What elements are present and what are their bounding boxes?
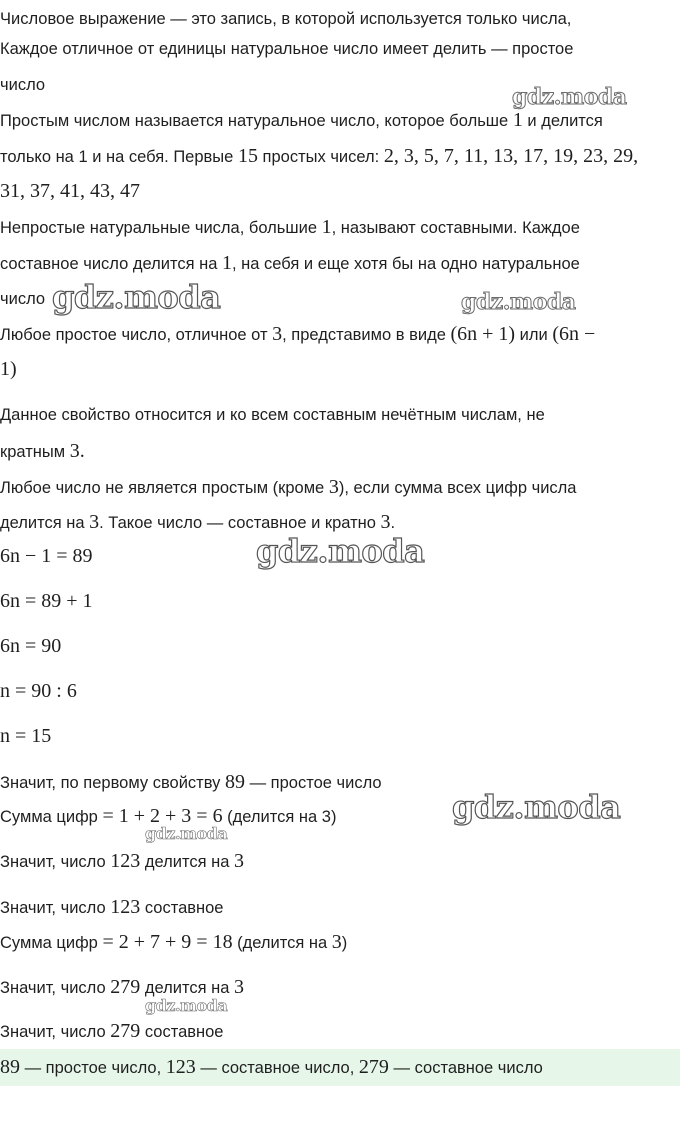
text-segment: — простое число xyxy=(249,774,382,792)
watermark: gdz.moda xyxy=(461,289,576,315)
math-number: 1 xyxy=(512,109,523,131)
math-number: 123 xyxy=(110,850,141,872)
digit-rule-line-2 xyxy=(0,512,678,533)
property-line-1 xyxy=(0,405,678,425)
prime-definition-line-3 xyxy=(0,181,678,202)
text-segment: Числовое выражение — это запись, в которой используется только числа, xyxy=(0,10,572,28)
text-segment: ), если сумма всех цифр числа xyxy=(338,479,577,497)
primes-list: 31, 37, 41, 43, 47 xyxy=(0,180,140,202)
prime-form-line-2 xyxy=(0,359,678,380)
watermark: gdz.moda xyxy=(52,278,221,316)
text-segment: , представимо в виде xyxy=(282,326,446,344)
answer-box xyxy=(0,1049,680,1086)
prime-definition-line-2 xyxy=(0,146,678,167)
text-segment: составное xyxy=(144,899,224,917)
math-number: 123 xyxy=(110,896,141,918)
math-number: 89 xyxy=(0,1056,20,1078)
text-segment: кратным xyxy=(0,443,66,461)
math-number: 3. xyxy=(69,440,85,462)
composite-definition-line-1 xyxy=(0,217,678,238)
math-number: 3 xyxy=(89,511,100,533)
equation-3: 6n = 90 xyxy=(0,635,62,657)
text-segment: число xyxy=(0,290,46,308)
math-number: 1 xyxy=(222,252,232,274)
text-segment: Значит, число xyxy=(0,899,106,917)
text-segment: . xyxy=(390,514,396,532)
text-segment: , называют составными. Каждое xyxy=(331,219,580,237)
text-segment: — составное число xyxy=(393,1059,543,1077)
math-number: 1 xyxy=(321,216,332,238)
math-expression: (6n − xyxy=(552,323,596,345)
text-segment: Данное свойство относится и ко всем составным нечётным числам, не xyxy=(0,406,545,424)
text-segment: Значит, число xyxy=(0,1023,106,1041)
text-segment: Сумма цифр xyxy=(0,934,98,952)
text-segment: Значит, по первому свойству xyxy=(0,774,221,792)
text-segment: — простое число, xyxy=(24,1059,162,1077)
answer-line xyxy=(0,1057,678,1078)
equation-4: n = 90 : 6 xyxy=(0,680,77,702)
equation-5: n = 15 xyxy=(0,725,52,747)
text-segment: — составное число, xyxy=(200,1059,355,1077)
text-segment: Непростые натуральные числа, большие xyxy=(0,219,318,237)
math-number: 123 xyxy=(165,1056,196,1078)
watermark: gdz.moda xyxy=(145,824,228,843)
math-expression: 1) xyxy=(0,358,17,380)
text-segment: Сумма цифр xyxy=(0,808,98,826)
text-segment: Каждое отличное от единицы натуральное число имеет делить — простое xyxy=(0,40,574,58)
text-segment: делится на xyxy=(0,514,85,532)
text-segment: число xyxy=(0,76,46,94)
text-segment: простых чисел: xyxy=(262,148,380,166)
prime-form-line-1 xyxy=(0,324,678,345)
math-number: 89 xyxy=(224,771,245,793)
text-segment: (делится на 3) xyxy=(227,808,337,826)
math-number: 279 xyxy=(110,976,141,998)
text-segment: только на 1 и на себя. Первые xyxy=(0,148,234,166)
conclusion-279-composite xyxy=(0,1021,678,1042)
watermark: gdz.moda xyxy=(452,788,621,826)
definition-prime-line-1 xyxy=(0,39,678,59)
watermark: gdz.moda xyxy=(256,532,425,570)
math-number: 3 xyxy=(233,976,244,998)
text-segment: Значит, число xyxy=(0,853,106,871)
math-number: 3 xyxy=(233,850,244,872)
math-number: 279 xyxy=(110,1020,141,1042)
conclusion-123-composite xyxy=(0,897,678,918)
math-number: 3 xyxy=(328,476,339,498)
text-segment: Любое число не является простым (кроме xyxy=(0,479,325,497)
digit-sum-279 xyxy=(0,932,678,953)
definition-numeric-expression xyxy=(0,9,678,29)
composite-definition-line-2 xyxy=(0,253,678,274)
text-segment: и делится xyxy=(527,112,603,130)
math-expression: (6n + 1) xyxy=(450,323,516,345)
watermark: gdz.moda xyxy=(145,996,228,1015)
digit-rule-line-1 xyxy=(0,477,678,498)
math-number: 15 xyxy=(237,145,258,167)
watermark: gdz.moda xyxy=(512,84,627,110)
text-segment: . Такое число — составное и кратно xyxy=(99,514,376,532)
math-number: 3 xyxy=(331,931,342,953)
math-expression: = 2 + 7 + 9 = 18 xyxy=(102,931,233,953)
text-segment: (делится на xyxy=(237,934,328,952)
text-segment: , на себя и еще хотя бы на одно натуральное xyxy=(232,255,580,273)
text-segment: делится на xyxy=(144,979,230,997)
equation-1: 6n − 1 = 89 xyxy=(0,545,93,567)
text-segment: Любое простое число, отличное от xyxy=(0,326,268,344)
prime-definition-line-1 xyxy=(0,110,678,131)
math-number: 279 xyxy=(358,1056,389,1078)
property-line-2 xyxy=(0,441,678,462)
primes-list: 2, 3, 5, 7, 11, 13, 17, 19, 23, 29, xyxy=(383,145,639,167)
math-expression: = 1 + 2 + 3 = 6 xyxy=(102,805,223,827)
text-segment: составное xyxy=(144,1023,224,1041)
conclusion-279-divisible xyxy=(0,977,678,998)
text-segment: Простым числом называется натуральное число, которое больше xyxy=(0,112,509,130)
conclusion-123-divisible xyxy=(0,851,678,872)
text-segment: делится на xyxy=(144,853,230,871)
text-segment: ) xyxy=(341,934,348,952)
equation-2: 6n = 89 + 1 xyxy=(0,590,93,612)
math-number: 3 xyxy=(272,323,283,345)
math-number: 3 xyxy=(380,511,391,533)
text-segment: Значит, число xyxy=(0,979,106,997)
text-segment: или xyxy=(519,326,548,344)
text-segment: составное число делится на xyxy=(0,255,218,273)
